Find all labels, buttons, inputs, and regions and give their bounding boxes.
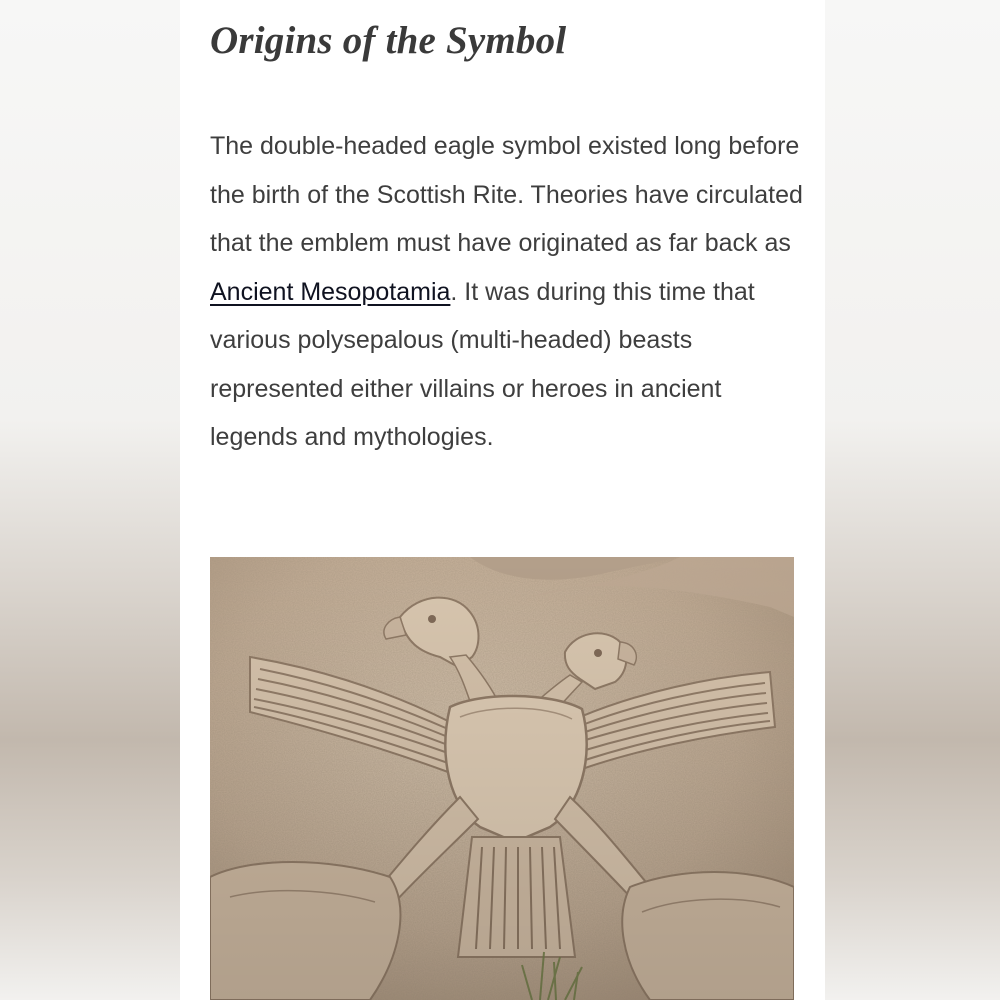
paragraph-text-start: The double-headed eagle symbol existed long before the birth of the Scottish Rite. Theories have circulated that the emblem must have originated as far back as bbox=[210, 132, 803, 257]
article-title: Origins of the Symbol bbox=[210, 19, 567, 62]
article-paragraph bbox=[210, 122, 810, 462]
paragraph-text-end: . It was during this time that various polysepalous (multi-headed) beasts represented either villains or heroes in ancient legends and mythologies. bbox=[210, 277, 755, 451]
double-headed-eagle-relief-icon bbox=[210, 557, 794, 1000]
article-card bbox=[180, 0, 825, 1000]
double-headed-eagle-relief-image bbox=[210, 557, 794, 1000]
ancient-mesopotamia-link[interactable]: Ancient Mesopotamia bbox=[210, 277, 451, 306]
